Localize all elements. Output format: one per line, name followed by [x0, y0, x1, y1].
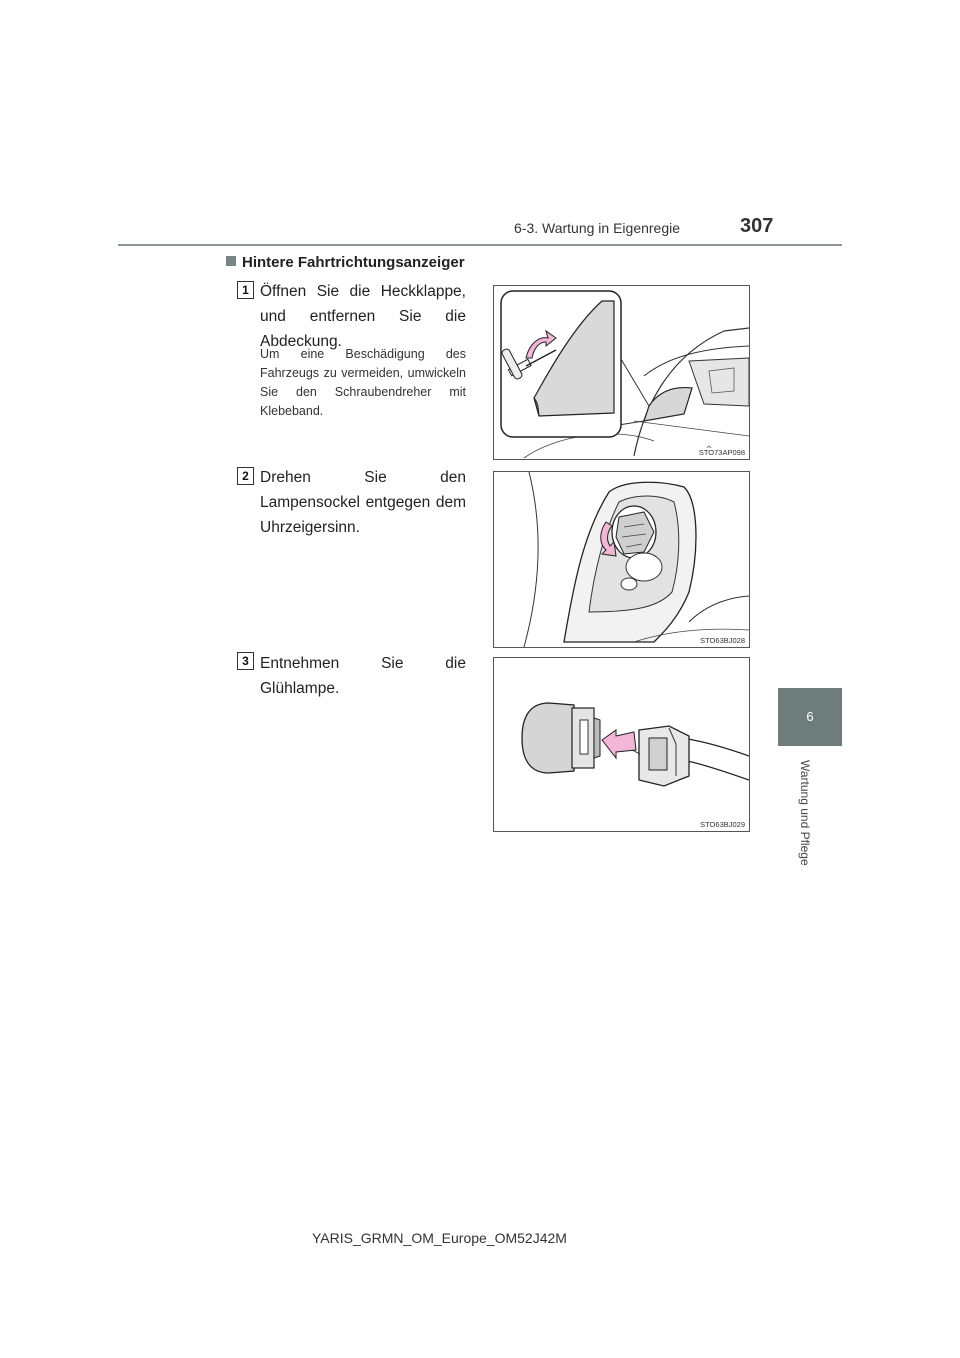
step-1-text: Öffnen Sie die Heckklappe, und entfernen Sie die Abdeckung. [260, 283, 466, 350]
figure-step-2-illustration [494, 472, 749, 647]
step-3-badge: 3 [237, 652, 254, 670]
chapter-title: Wartung und Pflege [798, 760, 812, 866]
figure-step-3-code: STO63BJ029 [700, 820, 745, 829]
page-number: 307 [740, 215, 774, 237]
figure-step-1-code: STO73AP098 [698, 448, 745, 457]
heading-square-icon [226, 256, 236, 266]
step-2-text: Drehen Sie den Lampensockel entgegen dem Uhrzeigersinn. [260, 469, 466, 536]
section-heading-text: Hintere Fahrtrichtungsanzeiger [242, 254, 465, 271]
step-3-text: Entnehmen Sie die Glühlampe. [260, 655, 466, 697]
step-1-badge: 1 [237, 281, 254, 299]
header-divider [118, 244, 842, 246]
step-1-note: Um eine Beschädigung des Fahrzeugs zu vermeiden, umwickeln Sie den Schraubendreher mit Klebeband. [260, 347, 466, 418]
figure-step-1-illustration [494, 286, 749, 459]
figure-step-3 [493, 657, 750, 832]
figure-step-2 [493, 471, 750, 648]
figure-step-2-code: STO63BJ028 [700, 636, 745, 645]
header-section-title: 6-3. Wartung in Eigenregie [514, 220, 681, 236]
chapter-tab: 6 [778, 688, 842, 746]
section-heading [226, 254, 465, 271]
footer-document-code: YARIS_GRMN_OM_Europe_OM52J42M [312, 1230, 567, 1246]
figure-step-3-illustration [494, 658, 749, 831]
step-2-badge: 2 [237, 467, 254, 485]
figure-step-1 [493, 285, 750, 460]
